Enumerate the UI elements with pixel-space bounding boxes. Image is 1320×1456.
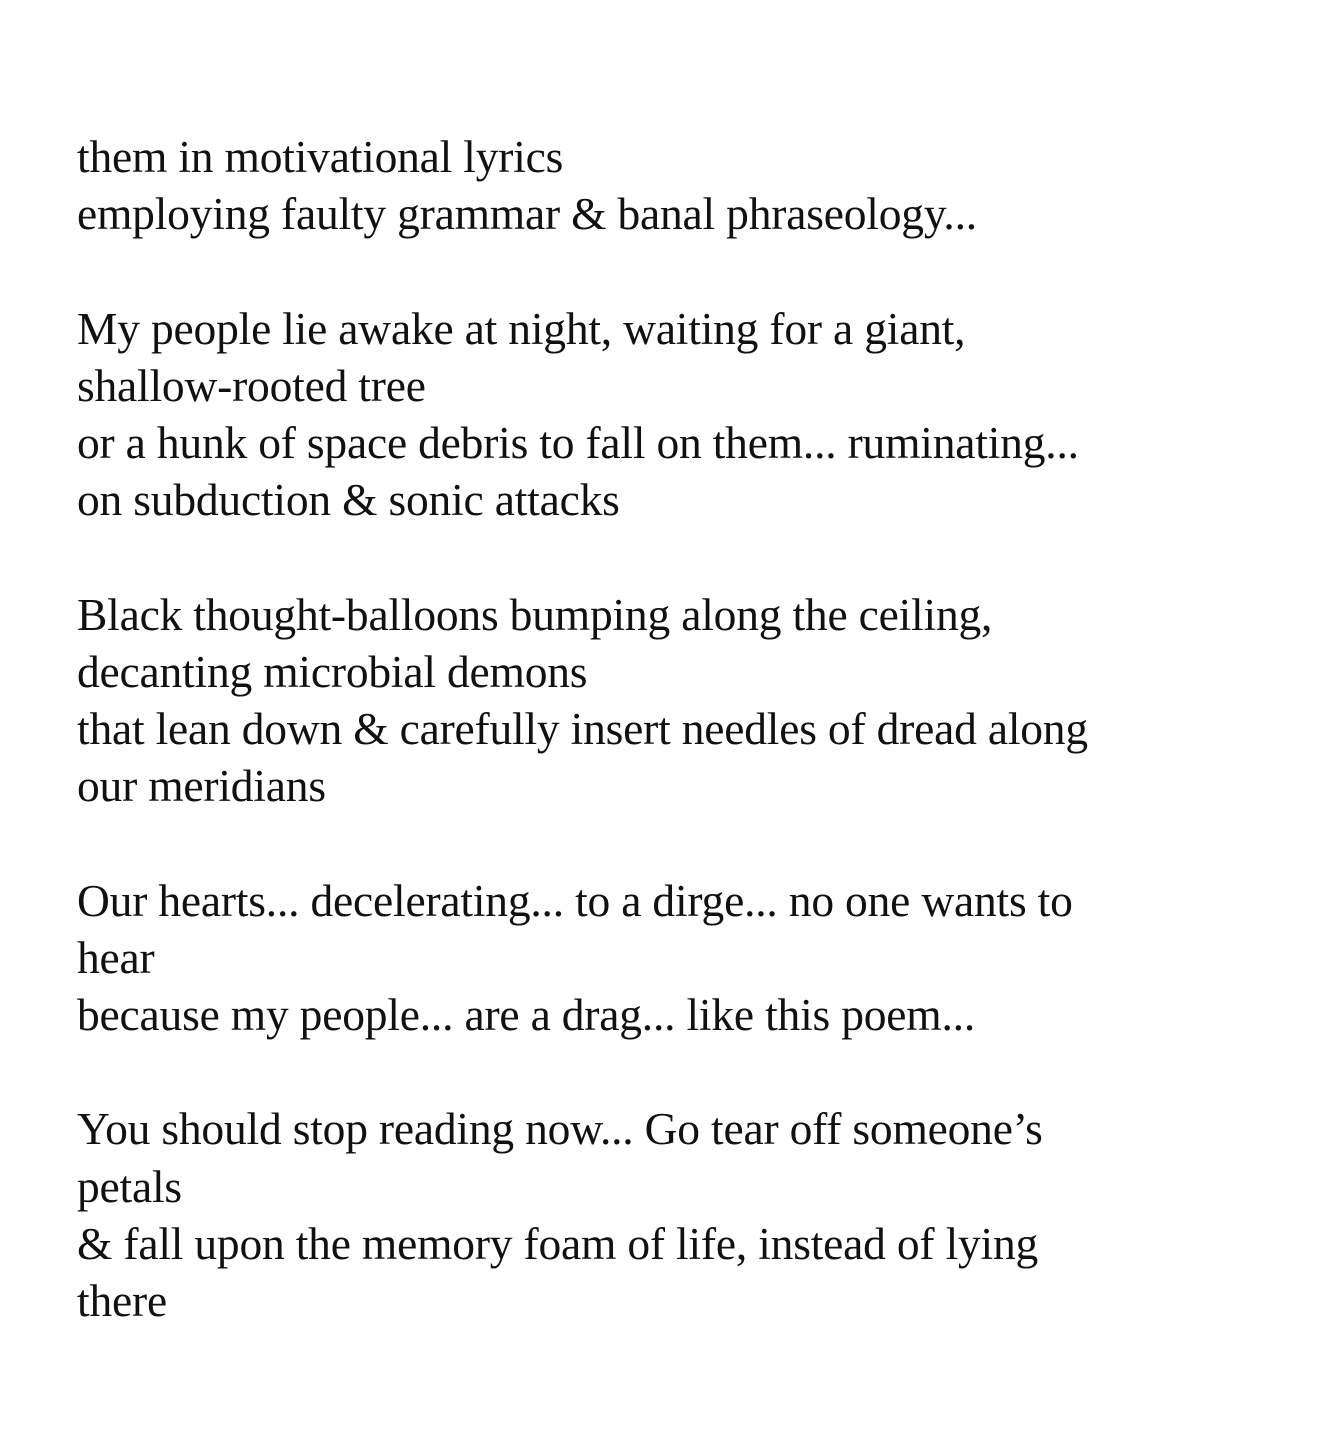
poem-line: & fall upon the memory foam of life, instead of lying [77,1217,1039,1269]
stanza-2 [77,300,1277,529]
poem-line: them in motivational lyrics [77,131,564,182]
poem-line: because my people... are a drag... like this poem... [77,989,976,1040]
poem-line: or a hunk of space debris to fall on them... ruminating... [77,417,1079,468]
poem-line: hear [77,931,155,983]
poem-line: Our hearts... decelerating... to a dirge... no one wants to [77,874,1073,926]
poem-line: that lean down & carefully insert needles of dread along [77,703,1088,754]
stanza-3 [77,586,1277,815]
poem-line: My people lie awake at night, waiting for a giant, [77,302,966,354]
stanza-4 [77,872,1277,1044]
poem-line: Black thought-balloons bumping along the ceiling, [77,588,993,640]
poem-line: You should stop reading now... Go tear off someone’s [77,1103,1043,1155]
poem-line: decanting microbial demons [77,645,588,697]
stanza-5 [77,1100,1277,1329]
poem-line: there [77,1275,167,1326]
poem-text [77,128,1277,1329]
poem-line: our meridians [77,760,326,812]
poem-line: shallow-rooted tree [77,359,426,411]
stanza-1 [77,128,1277,242]
poem-line: petals [77,1160,182,1212]
poem-line: employing faulty grammar & banal phraseology... [77,188,977,240]
poem-line: on subduction & sonic attacks [77,474,620,526]
